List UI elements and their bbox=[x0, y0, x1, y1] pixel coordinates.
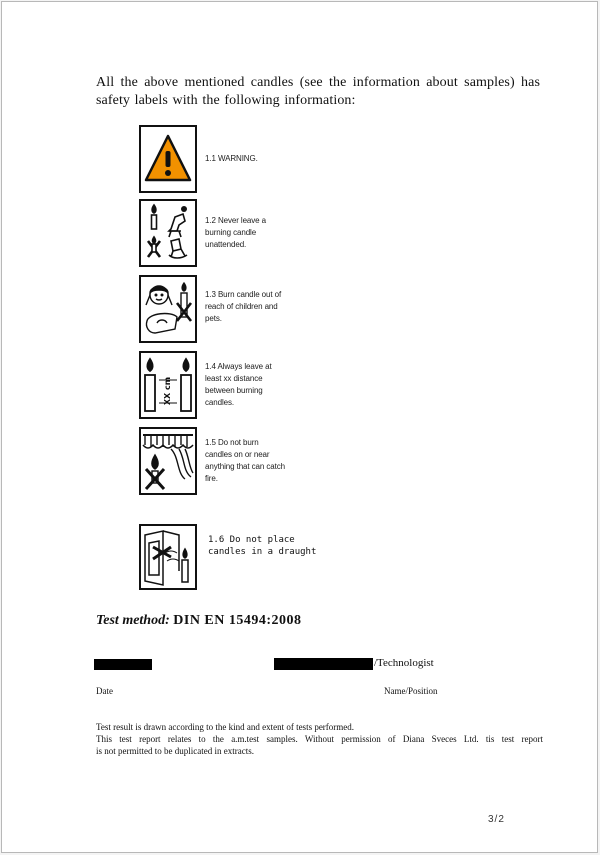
candle-near-curtain-icon bbox=[139, 427, 197, 495]
candle-distance-icon bbox=[139, 351, 197, 419]
redacted-name bbox=[274, 658, 373, 670]
label-caption: 1.4 Always leave at least xx distance between burning candles. bbox=[205, 362, 272, 407]
redacted-date bbox=[94, 659, 152, 670]
name-position-label: Name/Position bbox=[384, 686, 438, 696]
distance-mark: XX cm bbox=[163, 376, 172, 406]
page-number: 3/2 bbox=[488, 814, 505, 825]
label-caption: 1.3 Burn candle out of reach of children and pets. bbox=[205, 290, 282, 323]
warning-triangle-icon bbox=[139, 125, 197, 193]
technologist-role: /Technologist bbox=[374, 657, 434, 669]
document-page bbox=[1, 1, 598, 853]
candle-draught-icon bbox=[139, 524, 197, 590]
label-caption: 1.6 Do not place candles in a draught bbox=[208, 535, 317, 557]
child-pet-icon bbox=[139, 275, 197, 343]
test-method-value: DIN EN 15494:2008 bbox=[173, 613, 302, 628]
report-disclaimer: Test result is drawn according to the kind and extent of tests performed. This test report relates to the a.m.test samples. Without permission of Diana Sveces Ltd. tis test report is not permitted to be duplicated in extracts. bbox=[96, 722, 543, 756]
label-caption: 1.2 Never leave a burning candle unattended. bbox=[205, 216, 267, 249]
label-caption: 1.5 Do not burn candles on or near anything that can catch fire. bbox=[205, 438, 285, 483]
test-method-line bbox=[96, 613, 302, 629]
test-method-label: Test method: bbox=[96, 613, 170, 628]
intro-paragraph: All the above mentioned candles (see the information about samples) has safety labels with the following information: bbox=[96, 75, 540, 108]
date-label: Date bbox=[96, 686, 113, 696]
label-caption: 1.1 WARNING. bbox=[205, 154, 258, 163]
unattended-candle-icon bbox=[139, 199, 197, 267]
